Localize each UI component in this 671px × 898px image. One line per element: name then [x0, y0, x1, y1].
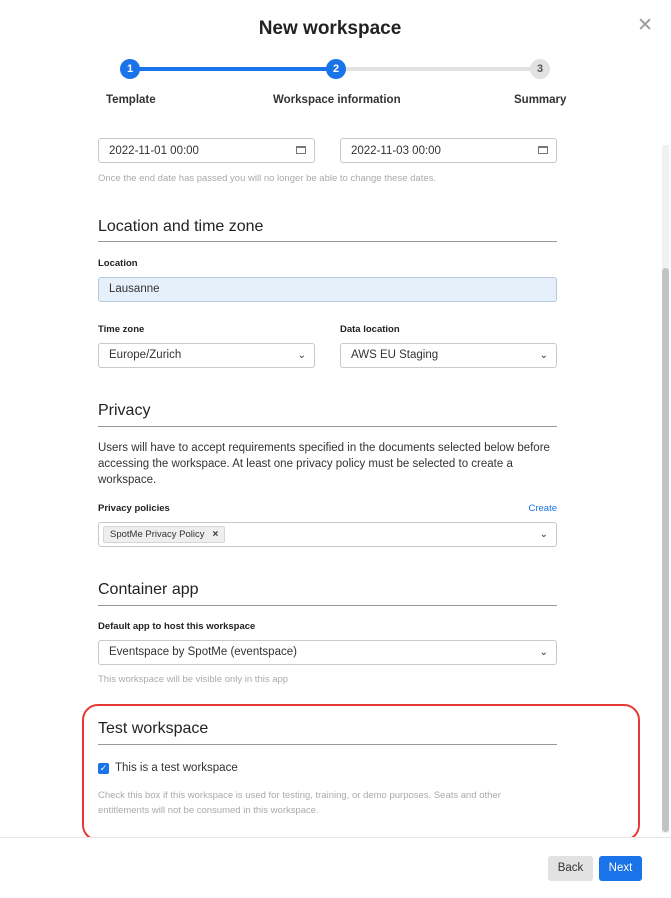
test-workspace-checkbox-label[interactable]: This is a test workspace [115, 762, 238, 774]
data-location-select[interactable] [340, 343, 557, 368]
data-location-label: Data location [340, 324, 400, 335]
step-3-label: Summary [514, 94, 567, 106]
location-value: Lausanne [109, 283, 160, 295]
stepper-progress-remaining [336, 67, 540, 71]
section-divider [98, 241, 557, 242]
step-2-indicator[interactable]: 2 [326, 59, 346, 79]
highlight-annotation [82, 704, 640, 841]
privacy-policy-tag-label: SpotMe Privacy Policy [110, 529, 205, 540]
close-icon[interactable]: ✕ [637, 15, 653, 36]
chevron-down-icon: ⌄ [539, 350, 548, 361]
location-label: Location [98, 258, 138, 269]
default-app-label: Default app to host this workspace [98, 621, 256, 632]
test-workspace-help-line2: entitlements will not be consumed in this workspace. [98, 805, 319, 816]
location-section-title: Location and time zone [98, 218, 264, 235]
privacy-policy-tag [103, 526, 225, 543]
stepper-progress-complete [130, 67, 336, 71]
privacy-policies-select[interactable] [98, 522, 557, 547]
chevron-down-icon: ⌄ [539, 647, 548, 658]
section-divider [98, 426, 557, 427]
dates-help-text: Once the end date has passed you will no longer be able to change these dates. [98, 173, 437, 184]
default-app-value: Eventspace by SpotMe (eventspace) [109, 646, 297, 658]
test-workspace-help-line1: Check this box if this workspace is used for testing, training, or demo purposes. Seats and other [98, 790, 501, 801]
privacy-description: Users will have to accept requirements specified in the documents selected below before accessing the workspace. At least one privacy policy must be selected to create a workspace. [98, 442, 550, 486]
calendar-icon[interactable] [296, 146, 306, 154]
dialog-header [0, 0, 671, 125]
default-app-select[interactable] [98, 640, 557, 665]
dialog-footer [0, 837, 671, 898]
start-date-value: 2022-11-01 00:00 [109, 145, 199, 157]
step-3-indicator[interactable]: 3 [530, 59, 550, 79]
default-app-help-text: This workspace will be visible only in this app [98, 674, 289, 685]
end-date-value: 2022-11-03 00:00 [351, 145, 441, 157]
next-button[interactable]: Next [599, 856, 642, 881]
scrollbar-thumb[interactable] [662, 268, 669, 832]
end-date-input[interactable] [340, 138, 557, 163]
test-workspace-checkbox[interactable]: ✓ [99, 763, 108, 773]
location-input[interactable] [98, 277, 557, 302]
timezone-select[interactable] [98, 343, 315, 368]
step-1-label: Template [106, 94, 156, 106]
privacy-policies-label: Privacy policies [98, 503, 170, 514]
chevron-down-icon: ⌄ [539, 529, 548, 540]
create-policy-link[interactable]: Create [528, 503, 557, 514]
privacy-section-title: Privacy [98, 402, 151, 419]
start-date-input[interactable] [98, 138, 315, 163]
step-1-indicator[interactable]: 1 [120, 59, 140, 79]
test-workspace-section-title: Test workspace [98, 720, 209, 737]
timezone-value: Europe/Zurich [109, 349, 182, 361]
section-divider [98, 605, 557, 606]
chevron-down-icon: ⌄ [297, 350, 306, 361]
data-location-value: AWS EU Staging [351, 349, 439, 361]
timezone-label: Time zone [98, 324, 145, 335]
dialog-title: New workspace [258, 18, 402, 39]
back-button[interactable]: Back [548, 856, 593, 881]
step-2-label: Workspace information [273, 94, 401, 106]
remove-tag-icon[interactable]: × [212, 529, 219, 540]
container-app-section-title: Container app [98, 581, 199, 598]
calendar-icon[interactable] [538, 146, 548, 154]
